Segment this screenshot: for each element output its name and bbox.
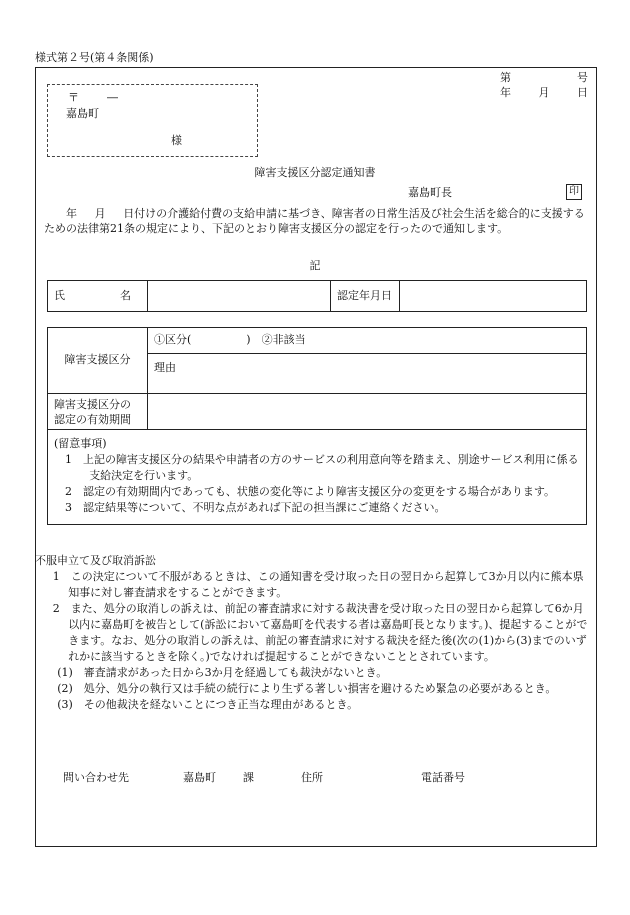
category-options: ①区分( ) ②非該当 [148,328,587,354]
note-item-3: 3 認定結果等について、不明な点があれば下記の担当課にご連絡ください。 [65,501,446,514]
validity-period-value [148,394,587,430]
body-text: 日付けの介護給付費の支給申請に基づき、障害者の日常生活及び社会生活を総合的に支援するための法律第21条の規定により、下記のとおり障害支援区分の認定を行ったので通知します。 [44,207,585,235]
notes-title: (留意事項) [54,437,107,450]
contact-line [63,770,465,787]
objection-sub-2: (2) 処分、処分の執行又は手続の続行により生ずる著しい損害を避けるため緊急の必要があるとき。 [57,682,557,695]
certification-date-value [400,281,587,312]
body-year: 年 [66,207,77,220]
validity-period-label-line1: 障害支援区分の [54,397,131,411]
notification-body [44,206,592,236]
recipient-honorific: 様 [171,134,182,147]
contact-town: 嘉島町 [183,771,216,784]
objection-section [35,553,594,713]
seal-mark: 印 [566,184,582,200]
note-item-1: 1 上記の障害支援区分の結果や申請者の方のサービスの利用意向等を踏まえ、別途サービス利用に係る支給決定を行います。 [65,453,579,482]
ki-heading: 記 [309,259,321,272]
objection-sub-3: (3) その他裁決を経ないことにつき正当な理由があるとき。 [57,698,359,711]
validity-period-label [48,394,148,430]
body-month: 月 [94,207,106,220]
objection-sub-1: (1) 審査請求があった日から3か月を経過しても裁決がないとき。 [57,666,388,679]
category-table [47,327,587,525]
note-item-2: 2 認定の有効期間内であっても、状態の変化等により障害支援区分の変更をする場合があります。 [65,485,556,498]
objection-heading: 不服申立て及び取消訴訟 [35,554,156,567]
objection-paragraph-2: 2 また、処分の取消しの訴えは、前記の審査請求に対する裁決書を受け取った日の翌日から起算して6か月以内に嘉島町を被告として(訴訟において嘉島町を代表する者は嘉島町長となります。)、提起することができます。なお、処分の取消しの訴えは、前記の審査請求に対する裁決を経た後(次の(1)から(3)までのいずれかに該当するときを除く。)でなければ提起することができないこととされています。 [52,602,588,663]
recipient-town: 嘉島町 [66,107,99,120]
certification-date-label: 認定年月日 [331,281,400,312]
date-month: 月 [538,86,550,99]
name-table [47,280,587,312]
form-number-label: 様式第２号(第４条関係) [35,51,154,64]
number-dai: 第 [500,71,511,84]
reason-label: 理由 [148,354,587,394]
notes-cell [48,430,587,525]
document-title: 障害支援区分認定通知書 [254,166,376,179]
category-label: 障害支援区分 [48,328,148,394]
validity-period-label-line2: 認定の有効期間 [54,412,131,426]
postal-dash: ― [107,91,118,104]
document-number-block [500,70,588,100]
postal-code [68,90,118,107]
address-box [47,84,258,157]
contact-phone: 電話番号 [421,771,465,784]
number-go: 号 [577,71,588,84]
name-label: 氏 名 [48,281,148,312]
contact-label: 問い合わせ先 [63,771,129,784]
name-value [148,281,331,312]
objection-paragraph-1: 1 この決定について不服があるときは、この通知書を受け取った日の翌日から起算して3か月以内に熊本県知事に対し審査請求をすることができます。 [52,570,584,599]
postal-mark: 〒 [68,91,79,104]
date-day: 日 [577,86,588,99]
date-year: 年 [500,86,511,99]
contact-department: 課 [243,771,254,784]
contact-address: 住所 [301,771,323,784]
sender-name: 嘉島町長 [408,186,452,199]
